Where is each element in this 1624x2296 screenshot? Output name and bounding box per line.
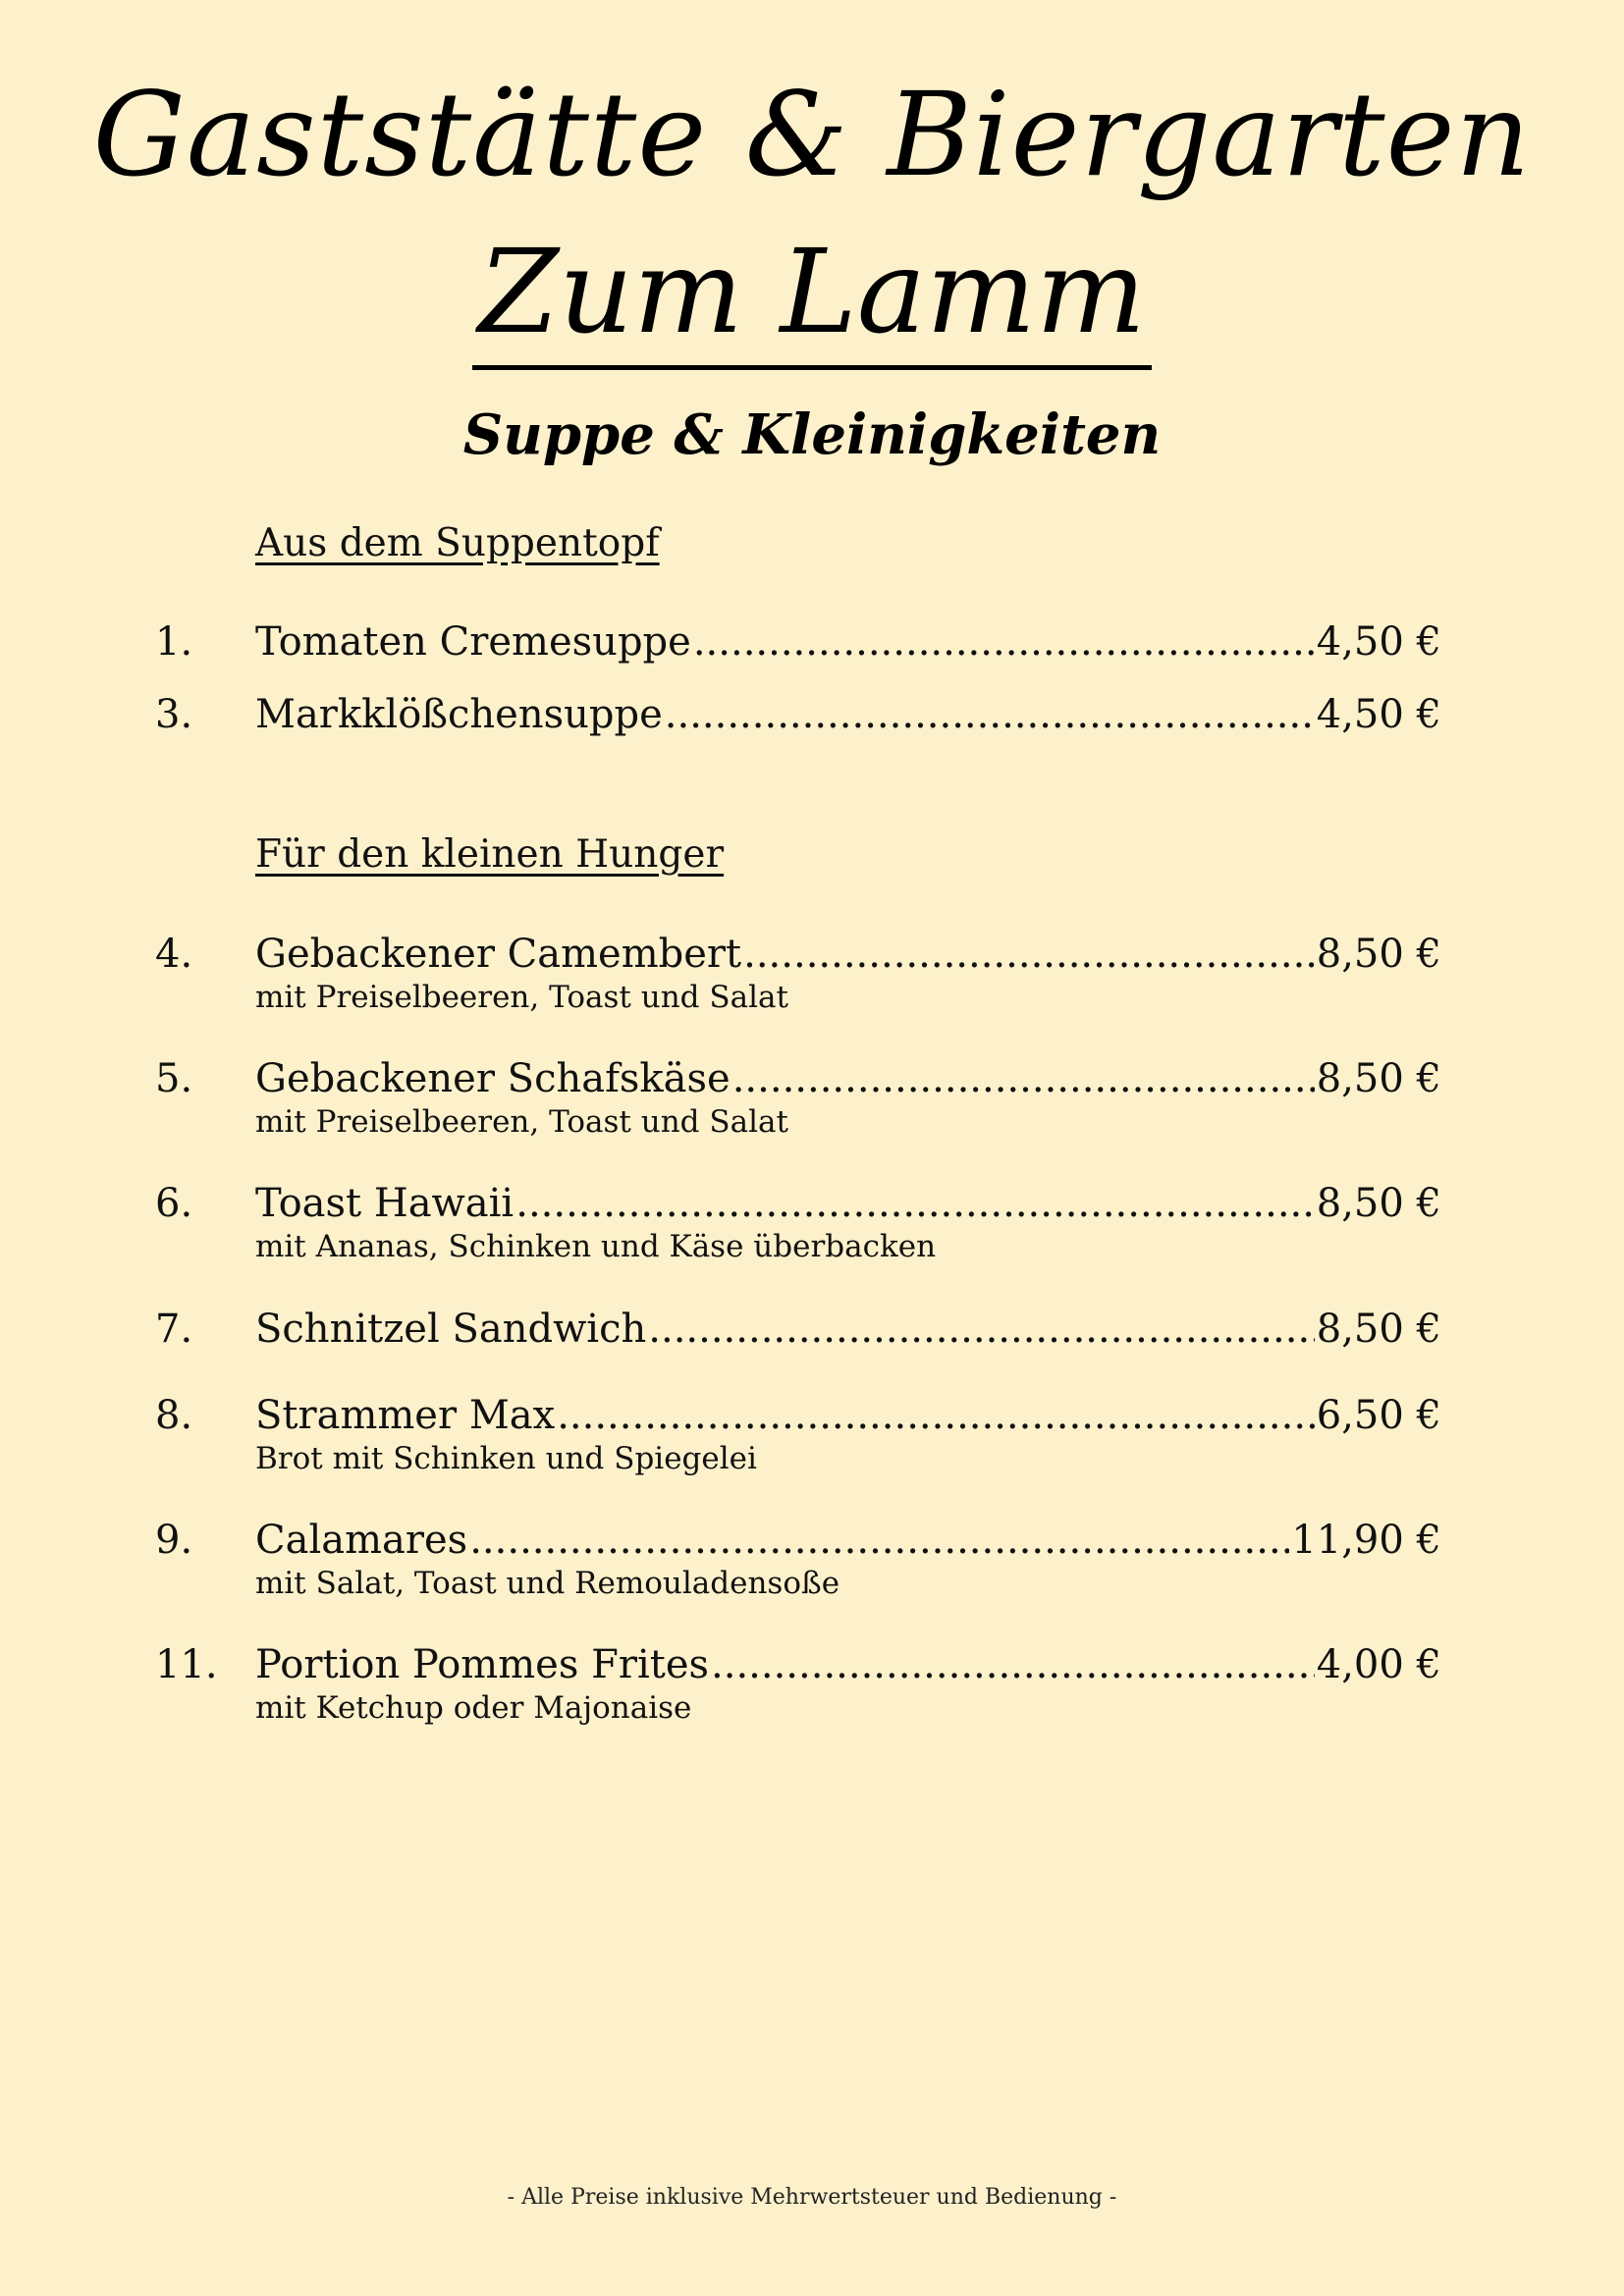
dot-leader <box>732 1055 1315 1102</box>
item-description: mit Preiselbeeren, Toast und Salat <box>255 1104 788 1140</box>
price-footnote: - Alle Preise inklusive Mehrwertsteuer und Bedienung - <box>507 2185 1117 2210</box>
item-price: 4,50 € <box>1316 692 1441 737</box>
item-number: 8. <box>155 1393 193 1438</box>
item-price: 6,50 € <box>1316 1393 1441 1438</box>
menu-item <box>155 1055 1441 1141</box>
item-name: Toast Hawaii <box>255 1181 514 1226</box>
item-description: mit Ketchup oder Majonaise <box>255 1690 692 1726</box>
dot-leader <box>743 931 1315 978</box>
item-price: 8,50 € <box>1316 932 1441 977</box>
item-name: Schnitzel Sandwich <box>255 1307 647 1352</box>
dot-leader <box>693 618 1315 666</box>
dot-leader <box>469 1517 1289 1564</box>
item-number: 5. <box>155 1056 193 1101</box>
dot-leader <box>665 691 1315 738</box>
item-name: Portion Pommes Frites <box>255 1642 710 1687</box>
menu-subtitle: Suppe & Kleinigkeiten <box>462 402 1162 467</box>
section-heading-soups: Aus dem Suppentopf <box>255 521 660 565</box>
item-description: Brot mit Schinken und Spiegelei <box>255 1441 757 1476</box>
menu-item <box>155 1517 1441 1602</box>
dot-leader <box>648 1306 1315 1353</box>
item-price: 11,90 € <box>1291 1518 1441 1563</box>
item-number: 4. <box>155 932 193 977</box>
item-description: mit Salat, Toast und Remouladensoße <box>255 1566 840 1601</box>
restaurant-title: Gaststätte & Biergarten <box>92 67 1532 202</box>
item-number: 9. <box>155 1518 193 1563</box>
dot-leader <box>557 1392 1315 1439</box>
restaurant-name-text: Zum Lamm <box>472 224 1152 370</box>
dot-leader <box>515 1180 1315 1227</box>
section-heading-snacks: Für den kleinen Hunger <box>255 832 725 877</box>
item-number: 6. <box>155 1181 193 1226</box>
item-name: Calamares <box>255 1518 468 1563</box>
menu-item <box>155 931 1441 1016</box>
menu-item <box>155 691 1441 738</box>
dot-leader <box>711 1641 1315 1688</box>
menu-item <box>155 1306 1441 1353</box>
item-name: Markklößchensuppe <box>255 692 663 737</box>
item-price: 8,50 € <box>1316 1307 1441 1352</box>
item-number: 7. <box>155 1307 193 1352</box>
menu-item <box>155 1392 1441 1477</box>
item-number: 3. <box>155 692 193 737</box>
item-price: 8,50 € <box>1316 1181 1441 1226</box>
item-price: 4,50 € <box>1316 619 1441 665</box>
item-description: mit Preiselbeeren, Toast und Salat <box>255 980 788 1015</box>
item-name: Gebackener Camembert <box>255 932 742 977</box>
restaurant-name <box>0 224 1624 359</box>
item-name: Tomaten Cremesuppe <box>255 619 691 665</box>
menu-item <box>155 1180 1441 1265</box>
item-name: Gebackener Schafskäse <box>255 1056 731 1101</box>
menu-item <box>155 618 1441 666</box>
item-price: 4,00 € <box>1316 1642 1441 1687</box>
menu-item <box>155 1641 1441 1727</box>
item-number: 1. <box>155 619 193 665</box>
item-name: Strammer Max <box>255 1393 556 1438</box>
item-price: 8,50 € <box>1316 1056 1441 1101</box>
item-number: 11. <box>155 1642 218 1687</box>
item-description: mit Ananas, Schinken und Käse überbacken <box>255 1229 937 1264</box>
